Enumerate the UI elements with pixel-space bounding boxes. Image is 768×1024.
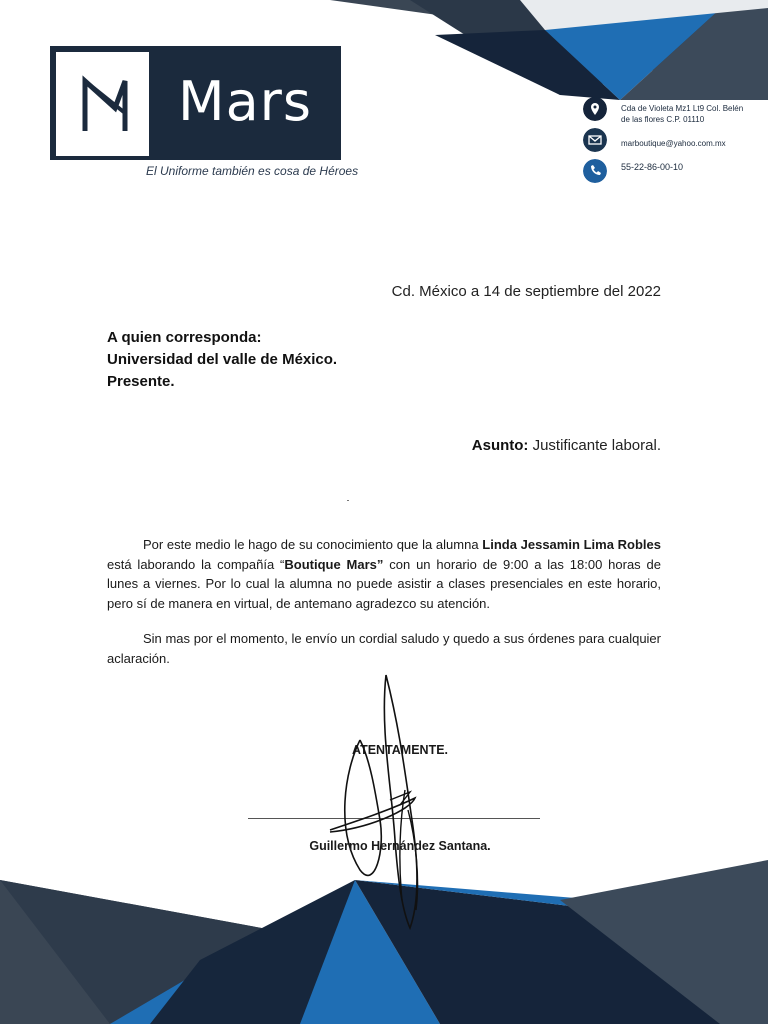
subject-label: Asunto: <box>471 437 529 454</box>
brand-tagline: El Uniforme también es cosa de Héroes <box>146 164 359 178</box>
addressee-line-1: A quien corresponda: <box>107 329 262 346</box>
p1-end: con un horario de 9:00 a las 18:00 horas de lunes a viernes. Por lo cual la alumna no puede asistir a clases presenciales en este horario, pero sí de manera en virtual, de antemano agradezco su atención. <box>107 556 661 611</box>
subject-line <box>472 437 661 454</box>
m-monogram-icon <box>57 53 148 155</box>
phone-text: 55-22-86-00-10 <box>621 162 684 172</box>
envelope-icon <box>583 128 607 152</box>
brand-logo <box>50 46 341 160</box>
logo-monogram <box>56 52 149 156</box>
paragraph-2 <box>107 629 661 668</box>
addressee-line-3: Presente. <box>107 373 175 390</box>
student-name: Linda Jessamin Lima Robles <box>482 537 661 552</box>
phone-icon <box>583 159 607 183</box>
p1-mid: está laborando la compañía “ <box>107 556 285 572</box>
p1-start: Por este medio le hago de su conocimiento que la alumna <box>143 537 483 552</box>
subject-text: Justificante laboral. <box>528 437 661 454</box>
p2-text: Sin mas por el momento, le envío un cordial saludo y quedo a sus órdenes para cualquier aclaración. <box>107 631 661 666</box>
brand-name: Mars <box>178 70 313 133</box>
paragraph-1 <box>107 535 661 613</box>
addressee-line-2: Universidad del valle de México. <box>107 351 338 368</box>
handwritten-signature <box>320 670 460 940</box>
signer-name: Guillermo Hernández Santana. <box>309 839 491 853</box>
letter-date: Cd. México a 14 de septiembre del 2022 <box>391 283 661 300</box>
addressee-block <box>107 327 337 393</box>
company-name: Boutique Mars” <box>284 556 384 572</box>
stray-mark <box>347 500 349 501</box>
closing-text: ATENTAMENTE. <box>351 743 449 757</box>
address-text: Cda de Violeta Mz1 Lt9 Col. Belén de las flores C.P. 01110 <box>621 104 744 124</box>
location-pin-icon <box>583 97 607 121</box>
email-text: marboutique@yahoo.com.mx <box>621 139 726 148</box>
